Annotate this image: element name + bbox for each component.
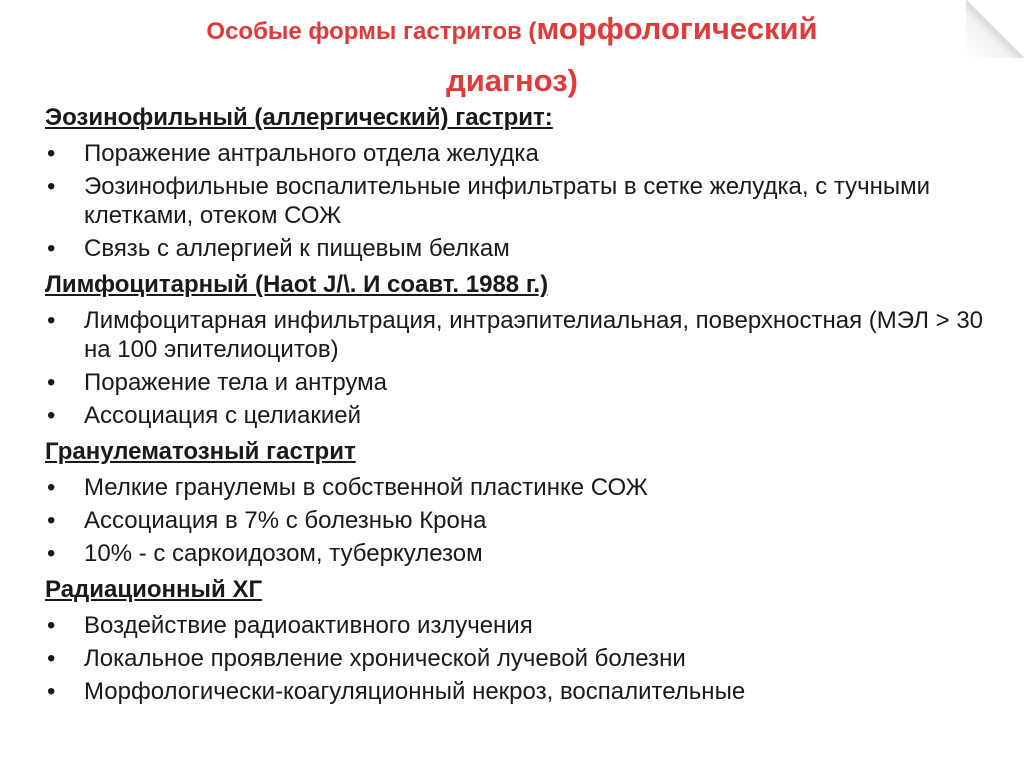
title-line-1: [0, 6, 1024, 58]
bullet-icon: •: [47, 540, 56, 567]
title-part-1: Особые формы гастритов (: [206, 18, 537, 45]
bullet-icon: •: [47, 235, 56, 262]
list-item-text: Поражение тела и антрума: [84, 369, 387, 396]
list-item: [45, 539, 1005, 568]
list-item: [45, 368, 1005, 397]
list-item-text: Поражение антрального отдела желудка: [84, 140, 539, 167]
bullet-list-radiation: [45, 611, 1005, 706]
list-item-text: Лимфоцитарная инфильтрация, интраэпителиальная, поверхностная (МЭЛ > 30 на 100 эпителиоцитов): [84, 307, 984, 363]
list-item-text: Связь с аллергией к пищевым белкам: [84, 235, 510, 262]
list-item: [45, 234, 1005, 263]
slide-content: [45, 100, 1005, 710]
bullet-icon: •: [47, 678, 56, 705]
section-heading-eosinophilic: Эозинофильный (аллергический) гастрит:: [45, 104, 553, 131]
list-item: [45, 306, 1005, 364]
bullet-list-granulomatous: [45, 473, 1005, 568]
bullet-icon: •: [47, 645, 56, 672]
bullet-icon: •: [47, 307, 56, 334]
title-line-2: диагноз): [446, 63, 578, 98]
bullet-icon: •: [47, 369, 56, 396]
list-item-text: Мелкие гранулемы в собственной пластинке СОЖ: [84, 474, 648, 501]
bullet-icon: •: [47, 612, 56, 639]
list-item-text: Ассоциация в 7% с болезнью Крона: [84, 507, 487, 534]
list-item: [45, 677, 1005, 706]
title-part-2: морфологический: [536, 11, 818, 46]
list-item-text: Морфологически-коагуляционный некроз, воспалительные: [84, 678, 746, 705]
list-item: [45, 611, 1005, 640]
list-item: [45, 172, 1005, 230]
list-item: [45, 401, 1005, 430]
bullet-list-eosinophilic: [45, 139, 1005, 263]
slide-title: [0, 6, 1024, 104]
bullet-icon: •: [47, 173, 56, 200]
list-item-text: Ассоциация с целиакией: [84, 402, 362, 429]
list-item-text: 10% - с саркоидозом, туберкулезом: [84, 540, 483, 567]
section-heading-lymphocytic: Лимфоцитарный (Haot J/\. И соавт. 1988 г.): [45, 271, 549, 298]
list-item: [45, 139, 1005, 168]
list-item-text: Эозинофильные воспалительные инфильтраты в сетке желудка, с тучными клетками, отеком СОЖ: [84, 173, 931, 229]
list-item-text: Воздействие радиоактивного излучения: [84, 612, 533, 639]
bullet-list-lymphocytic: [45, 306, 1005, 430]
bullet-icon: •: [47, 402, 56, 429]
section-heading-granulomatous: Гранулематозный гастрит: [45, 438, 356, 465]
bullet-icon: •: [47, 140, 56, 167]
bullet-icon: •: [47, 474, 56, 501]
list-item: [45, 506, 1005, 535]
list-item-text: Локальное проявление хронической лучевой болезни: [84, 645, 686, 672]
bullet-icon: •: [47, 507, 56, 534]
list-item: [45, 473, 1005, 502]
list-item: [45, 644, 1005, 673]
section-heading-radiation: Радиационный ХГ: [45, 576, 263, 603]
